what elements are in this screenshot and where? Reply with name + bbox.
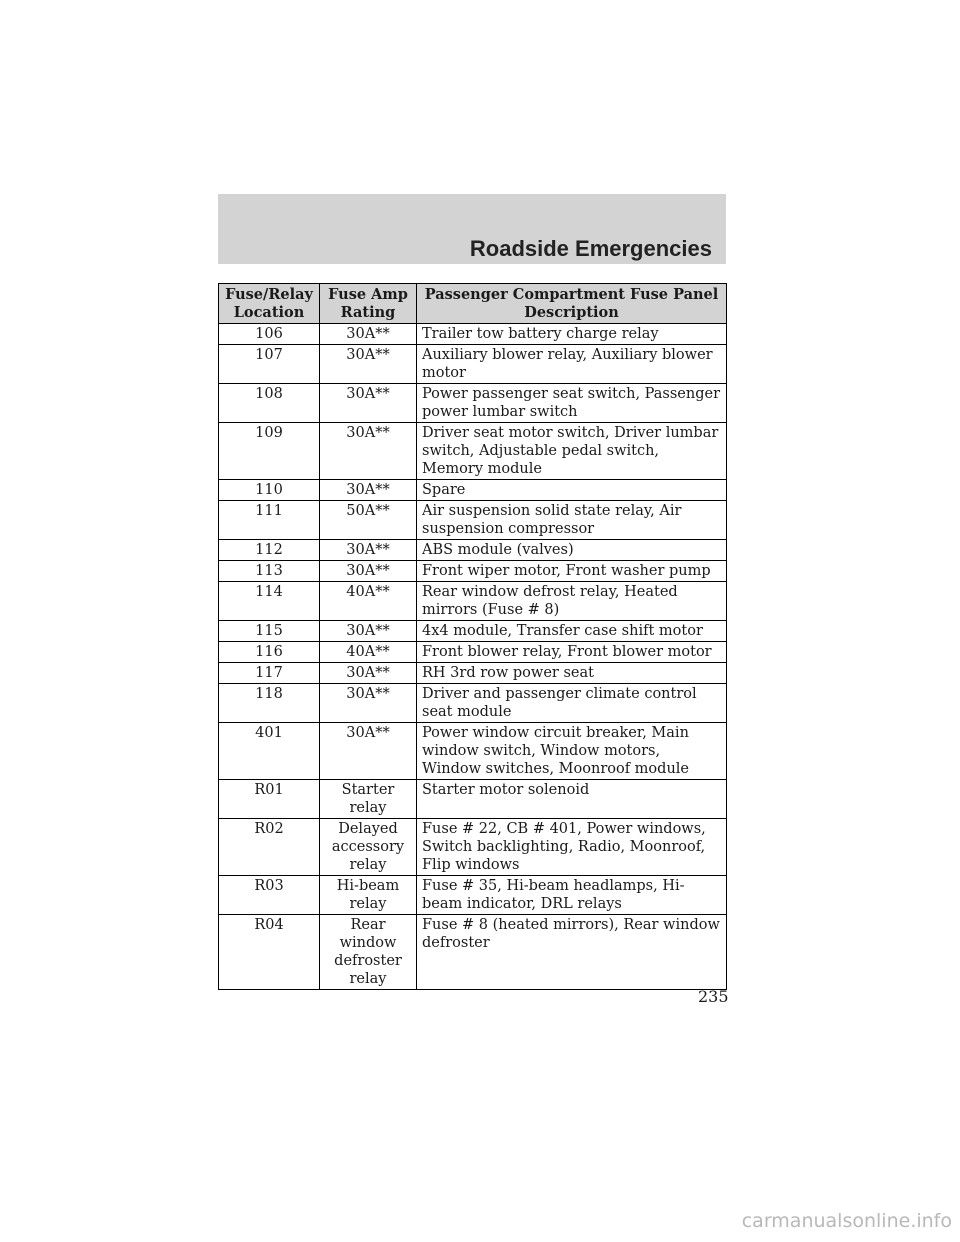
cell-description: Fuse # 8 (heated mirrors), Rear window defroster [417, 915, 727, 990]
cell-description: Spare [417, 480, 727, 501]
cell-amp-rating: 30A** [320, 345, 417, 384]
table-row [219, 723, 727, 780]
table-row [219, 684, 727, 723]
cell-description: Front wiper motor, Front washer pump [417, 561, 727, 582]
cell-amp-rating: 30A** [320, 384, 417, 423]
cell-description: 4x4 module, Transfer case shift motor [417, 621, 727, 642]
cell-location: 110 [219, 480, 320, 501]
cell-amp-rating: Rear window defroster relay [320, 915, 417, 990]
table-row [219, 501, 727, 540]
table-row [219, 819, 727, 876]
cell-amp-rating: 30A** [320, 621, 417, 642]
watermark: carmanualsonline.info [741, 1210, 952, 1232]
cell-amp-rating: 30A** [320, 663, 417, 684]
cell-amp-rating: 30A** [320, 324, 417, 345]
table-row [219, 780, 727, 819]
table-row [219, 876, 727, 915]
cell-location: 109 [219, 423, 320, 480]
cell-description: Fuse # 22, CB # 401, Power windows, Switch backlighting, Radio, Moonroof, Flip windows [417, 819, 727, 876]
cell-location: 107 [219, 345, 320, 384]
cell-description: Power passenger seat switch, Passenger power lumbar switch [417, 384, 727, 423]
cell-amp-rating: Hi-beam relay [320, 876, 417, 915]
cell-description: Air suspension solid state relay, Air suspension compressor [417, 501, 727, 540]
cell-amp-rating: Starter relay [320, 780, 417, 819]
cell-location: 112 [219, 540, 320, 561]
cell-amp-rating: 30A** [320, 684, 417, 723]
fuse-table [218, 283, 727, 990]
cell-location: R04 [219, 915, 320, 990]
cell-location: 116 [219, 642, 320, 663]
table-row [219, 384, 727, 423]
section-title: Roadside Emergencies [469, 236, 712, 261]
table-row [219, 915, 727, 990]
cell-location: 113 [219, 561, 320, 582]
cell-location: 111 [219, 501, 320, 540]
table-row [219, 540, 727, 561]
cell-description: Power window circuit breaker, Main window switch, Window motors, Window switches, Moonroof module [417, 723, 727, 780]
column-header-description: Passenger Compartment Fuse Panel Description [417, 284, 727, 324]
cell-amp-rating: 40A** [320, 642, 417, 663]
table-row [219, 642, 727, 663]
table-header-row [219, 284, 727, 324]
cell-amp-rating: 30A** [320, 561, 417, 582]
cell-amp-rating: 30A** [320, 723, 417, 780]
cell-description: RH 3rd row power seat [417, 663, 727, 684]
cell-description: Rear window defrost relay, Heated mirrors (Fuse # 8) [417, 582, 727, 621]
cell-amp-rating: 50A** [320, 501, 417, 540]
cell-description: Trailer tow battery charge relay [417, 324, 727, 345]
table-row [219, 324, 727, 345]
cell-amp-rating: 30A** [320, 423, 417, 480]
cell-description: Auxiliary blower relay, Auxiliary blower motor [417, 345, 727, 384]
cell-location: 118 [219, 684, 320, 723]
cell-location: 108 [219, 384, 320, 423]
cell-description: Driver seat motor switch, Driver lumbar switch, Adjustable pedal switch, Memory module [417, 423, 727, 480]
cell-location: R01 [219, 780, 320, 819]
cell-location: 114 [219, 582, 320, 621]
cell-description: Starter motor solenoid [417, 780, 727, 819]
cell-amp-rating: 30A** [320, 540, 417, 561]
cell-location: 401 [219, 723, 320, 780]
column-header-location: Fuse/Relay Location [219, 284, 320, 324]
section-header [218, 194, 726, 264]
table-body [219, 324, 727, 990]
cell-location: R02 [219, 819, 320, 876]
cell-amp-rating: 40A** [320, 582, 417, 621]
table-row [219, 561, 727, 582]
cell-location: 117 [219, 663, 320, 684]
cell-description: ABS module (valves) [417, 540, 727, 561]
table-row [219, 480, 727, 501]
cell-location: 115 [219, 621, 320, 642]
table-row [219, 345, 727, 384]
table-row [219, 582, 727, 621]
column-header-amp-rating: Fuse Amp Rating [320, 284, 417, 324]
cell-description: Driver and passenger climate control seat module [417, 684, 727, 723]
cell-description: Front blower relay, Front blower motor [417, 642, 727, 663]
cell-location: R03 [219, 876, 320, 915]
cell-amp-rating: Delayed accessory relay [320, 819, 417, 876]
page-number: 235 [698, 987, 729, 1006]
cell-location: 106 [219, 324, 320, 345]
cell-description: Fuse # 35, Hi-beam headlamps, Hi-beam indicator, DRL relays [417, 876, 727, 915]
cell-amp-rating: 30A** [320, 480, 417, 501]
table-row [219, 423, 727, 480]
table-row [219, 621, 727, 642]
table-row [219, 663, 727, 684]
